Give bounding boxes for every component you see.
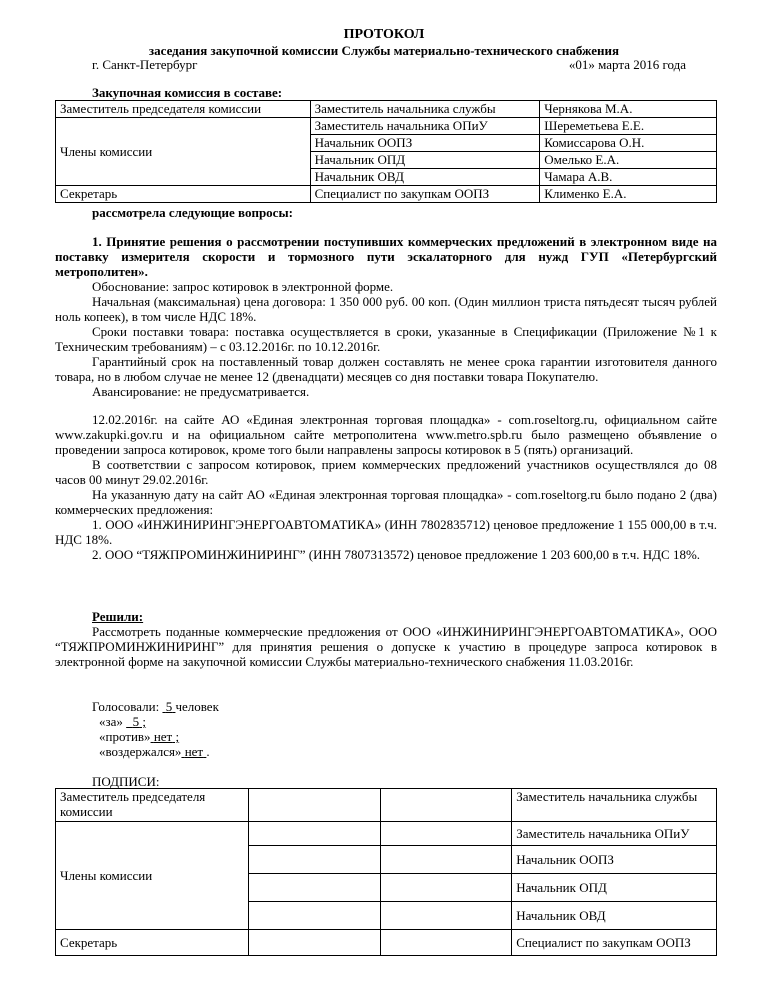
- votes-abstain: «воздержался» нет .: [99, 744, 210, 759]
- position-cell: Заместитель начальника ОПиУ: [310, 118, 540, 135]
- votes-for-label: «за»: [99, 714, 123, 729]
- votes-against-value: нет ;: [153, 729, 180, 744]
- position-cell: Заместитель начальника службы: [512, 789, 717, 822]
- paragraph: Сроки поставки товара: поставка осуществляется в сроки, указанные в Спецификации (Приложение №1 к Техническим требованиям) – с 03.12.2016г. по 10.12.2016г.: [55, 324, 717, 354]
- body-section: [55, 412, 717, 562]
- committee-table: [55, 100, 717, 203]
- votes-for-value: 5 ;: [132, 714, 147, 729]
- paragraph: Обоснование: запрос котировок в электронной форме.: [92, 279, 394, 294]
- considered-label: рассмотрела следующие вопросы:: [92, 205, 293, 220]
- signatures-table: [55, 788, 717, 956]
- committee-heading: Закупочная комиссия в составе:: [92, 85, 283, 100]
- votes-against-label: «против»: [99, 729, 151, 744]
- offer-1: 1. ООО «ИНЖИНИРИНГЭНЕРГОАВТОМАТИКА» (ИНН 7802835712) ценовое предложение 1 155 000,00 в т.ч. НДС 18%.: [55, 517, 717, 547]
- name-cell: Омелько Е.А.: [540, 152, 717, 169]
- table-row: [56, 101, 717, 118]
- paragraph: Начальная (максимальная) цена договора: 1 350 000 руб. 00 коп. (Один миллион триста пятьдесят тысяч рублей ноль копеек), в том числе НДС 18%.: [55, 294, 717, 324]
- name-cell: Чернякова М.А.: [540, 101, 717, 118]
- votes-against: [99, 729, 179, 744]
- position-cell: Начальник ОВД: [310, 169, 540, 186]
- position-cell: Специалист по закупкам ООПЗ: [512, 930, 717, 956]
- name-cell: [380, 846, 512, 874]
- position-cell: Начальник ООПЗ: [310, 135, 540, 152]
- name-cell: [380, 822, 512, 846]
- document-title: ПРОТОКОЛ: [343, 27, 425, 42]
- name-cell: [380, 930, 512, 956]
- city: г. Санкт-Петербург: [92, 57, 198, 72]
- paragraph: В соответствии с запросом котировок, прием коммерческих предложений участников осуществлялся до 08 часов 00 минут 29.02.2016г.: [55, 457, 717, 487]
- members-role-cell: Члены комиссии: [56, 822, 249, 930]
- position-cell: Начальник ООПЗ: [512, 846, 717, 874]
- table-row: [56, 186, 717, 203]
- item-1: [55, 234, 717, 399]
- name-cell: [380, 789, 512, 822]
- votes-abstain-label: «воздержался»: [99, 744, 182, 759]
- votes-abstain-value: нет: [184, 744, 204, 759]
- position-cell: Заместитель начальника службы: [310, 101, 540, 118]
- table-row: [56, 118, 717, 135]
- table-row: [56, 822, 717, 846]
- position-cell: Заместитель начальника ОПиУ: [512, 822, 717, 846]
- position-cell: Специалист по закупкам ООПЗ: [310, 186, 540, 203]
- position-cell: Начальник ОВД: [512, 902, 717, 930]
- signature-cell: [248, 789, 380, 822]
- role-cell: Заместитель председателя комиссии: [56, 101, 311, 118]
- secretary-role-cell: Секретарь: [56, 930, 249, 956]
- decision-heading: Решили:: [92, 609, 144, 624]
- offer-2: 2. ООО “ТЯЖПРОМИНЖИНИРИНГ” (ИНН 7807313572) ценовое предложение 1 203 600,00 в т.ч. НДС 18%.: [92, 547, 701, 562]
- votes-total: [92, 699, 219, 714]
- paragraph: На указанную дату на сайт АО «Единая электронная торговая площадка» - com.roseltorg.ru было подано 2 (два) коммерческих предложения:: [55, 487, 717, 517]
- signatures-heading: ПОДПИСИ:: [92, 774, 160, 789]
- date: «01» марта 2016 года: [568, 57, 686, 72]
- table-row: [56, 930, 717, 956]
- paragraph: Гарантийный срок на поставленный товар должен составлять не менее срока гарантии изготовителя данного товара, но в любом случае не менее 12 (двенадцати) месяцев со дня поставки товара Покупателю.: [55, 354, 717, 384]
- votes-label: Голосовали:: [92, 699, 160, 714]
- role-cell: Члены комиссии: [56, 118, 311, 186]
- document-subtitle: заседания закупочной комиссии Службы материально-технического снабжения: [148, 43, 620, 58]
- role-cell: Секретарь: [56, 186, 311, 203]
- decision-text: Рассмотреть поданные коммерческие предложения от ООО «ИНЖИНИРИНГЭНЕРГОАВТОМАТИКА», ООО “ТЯЖПРОМИНЖИНИРИНГ” для принятия решения о допуске к участию в процедуре запроса котировок в электронной форме на закупочной комиссии Службы материально-технического снабжения 11.03.2016г.: [55, 624, 717, 669]
- signature-cell: [248, 930, 380, 956]
- name-cell: [380, 874, 512, 902]
- votes-for: [99, 714, 146, 729]
- votes-suffix: человек: [175, 699, 219, 714]
- votes-count: 5: [165, 699, 173, 714]
- item-1-title: 1. Принятие решения о рассмотрении поступивших коммерческих предложений в электронном виде на поставку измерителя скорости и тормозного пути эскалаторного для нужд ГУП «Петербургский метрополитен».: [55, 234, 717, 279]
- signature-cell: [248, 846, 380, 874]
- name-cell: Чамара А.В.: [540, 169, 717, 186]
- signature-cell: [248, 902, 380, 930]
- signature-cell: [248, 822, 380, 846]
- signature-cell: [248, 874, 380, 902]
- name-cell: [380, 902, 512, 930]
- name-cell: Комиссарова О.Н.: [540, 135, 717, 152]
- position-cell: Начальник ОПД: [310, 152, 540, 169]
- position-cell: Начальник ОПД: [512, 874, 717, 902]
- paragraph: 12.02.2016г. на сайте АО «Единая электронная торговая площадка» - com.roseltorg.ru, официальном сайте www.zakupki.gov.ru и на официальном сайте метрополитена www.metro.spb.ru было размещено объявление о проведении запроса котировок, кроме того были направлены запросы котировок в 5 (пять) организаций.: [55, 412, 717, 457]
- deputy-role-cell: Заместитель председателя комиссии: [56, 789, 249, 822]
- name-cell: Шереметьева Е.Е.: [540, 118, 717, 135]
- table-row: [56, 789, 717, 822]
- paragraph: Авансирование: не предусматривается.: [92, 384, 310, 399]
- name-cell: Клименко Е.А.: [540, 186, 717, 203]
